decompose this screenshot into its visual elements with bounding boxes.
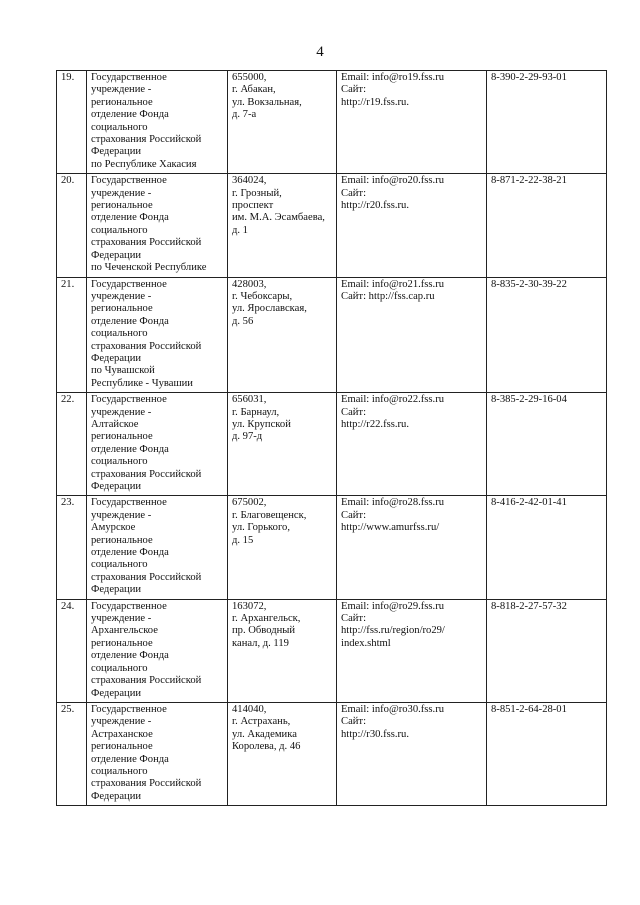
address-line: 428003,: [232, 278, 267, 290]
institution-name-cell: [87, 496, 228, 599]
institution-name-line: региональное: [91, 303, 153, 315]
contact-line: http://r22.fss.ru.: [341, 418, 409, 430]
institution-name-line: Федерации: [91, 481, 142, 492]
phone-cell: [487, 496, 607, 599]
institution-name-line: социального: [91, 559, 148, 571]
institution-name-line: страхования Российской: [91, 237, 202, 249]
institution-name-cell: [87, 702, 228, 805]
institution-name-line: страхования Российской: [91, 134, 202, 146]
institution-name-line: отделение Фонда: [91, 650, 169, 662]
contact-line: Email: info@ro21.fss.ru: [341, 278, 445, 290]
institution-name-line: отделение Фонда: [91, 109, 169, 121]
phone-cell: [487, 71, 607, 174]
row-number-cell: [57, 496, 87, 599]
contact-line: http://r19.fss.ru.: [341, 96, 409, 108]
address-line: ул. Ярославская,: [232, 303, 307, 315]
institution-name-line: региональное: [91, 431, 153, 443]
institution-name-line: Государственное: [91, 497, 167, 509]
table-row: [57, 599, 607, 702]
institution-name-line: по Республике Хакасия: [91, 158, 197, 170]
address-line: ул. Горького,: [232, 522, 290, 534]
contact-line: Email: info@ro30.fss.ru: [341, 703, 445, 715]
institution-name-line: Государственное: [91, 703, 167, 715]
phone-number: 8-871-2-22-38-21: [491, 175, 567, 187]
contacts-cell: [337, 277, 487, 393]
institution-name-line: Федерации: [91, 146, 142, 158]
fss-offices-table: [56, 70, 607, 806]
phone-number: 8-835-2-30-39-22: [491, 278, 567, 290]
institution-name-line: региональное: [91, 741, 153, 753]
contact-line: Сайт:: [341, 187, 367, 199]
institution-name-line: социального: [91, 224, 148, 236]
row-number: 19.: [61, 72, 75, 83]
address-line: проспект: [232, 200, 274, 212]
contacts-cell: [337, 702, 487, 805]
institution-name-line: отделение Фонда: [91, 212, 169, 224]
phone-cell: [487, 174, 607, 277]
contacts-cell: [337, 496, 487, 599]
page-number: 4: [316, 44, 324, 60]
contact-line: http://r20.fss.ru.: [341, 200, 409, 212]
phone-cell: [487, 393, 607, 496]
institution-name-line: региональное: [91, 200, 153, 212]
address-line: г. Астрахань,: [232, 716, 291, 728]
address-line: им. М.А. Эсамбаева,: [232, 212, 325, 224]
phone-number: 8-385-2-29-16-04: [491, 394, 567, 406]
institution-name-line: отделение Фонда: [91, 315, 169, 327]
address-cell: [228, 277, 337, 393]
table-row: [57, 71, 607, 174]
institution-name-cell: [87, 174, 228, 277]
institution-name-line: социального: [91, 328, 148, 340]
institution-name-line: социального: [91, 121, 148, 133]
address-line: г. Абакан,: [232, 84, 276, 96]
address-cell: [228, 393, 337, 496]
address-line: канал, д. 119: [232, 637, 289, 649]
institution-name-line: страхования Российской: [91, 778, 202, 790]
address-cell: [228, 71, 337, 174]
institution-name-line: Архангельское: [91, 625, 158, 637]
institution-name-line: социального: [91, 662, 148, 674]
institution-name-line: Астраханское: [91, 728, 153, 740]
contacts-cell: [337, 599, 487, 702]
contact-line: Сайт:: [341, 509, 367, 521]
institution-name-line: отделение Фонда: [91, 443, 169, 455]
table-row: [57, 393, 607, 496]
row-number-cell: [57, 599, 87, 702]
address-line: г. Чебоксары,: [232, 290, 293, 302]
table-row: [57, 174, 607, 277]
address-line: г. Благовещенск,: [232, 509, 307, 521]
institution-name-line: учреждение -: [91, 290, 152, 302]
contact-line: Email: info@ro28.fss.ru: [341, 497, 445, 509]
phone-cell: [487, 702, 607, 805]
address-cell: [228, 496, 337, 599]
institution-name-line: учреждение -: [91, 187, 152, 199]
contact-line: http://fss.ru/region/ro29/: [341, 625, 445, 637]
institution-name-cell: [87, 599, 228, 702]
institution-name-line: Федерации: [91, 584, 142, 596]
contact-line: Сайт:: [341, 716, 367, 728]
institution-name-line: учреждение -: [91, 84, 152, 96]
institution-name-line: Государственное: [91, 394, 167, 406]
address-line: г. Архангельск,: [232, 613, 301, 625]
institution-name-line: социального: [91, 456, 148, 468]
row-number: 25.: [61, 703, 75, 715]
institution-name-line: Государственное: [91, 278, 167, 290]
address-cell: [228, 702, 337, 805]
row-number: 22.: [61, 394, 75, 406]
institution-name-line: Амурское: [91, 522, 136, 534]
row-number-cell: [57, 702, 87, 805]
phone-number: 8-818-2-27-57-32: [491, 600, 567, 612]
table-row: [57, 702, 607, 805]
institution-name-line: учреждение -: [91, 406, 152, 418]
institution-name-line: учреждение -: [91, 509, 152, 521]
contact-line: index.shtml: [341, 637, 391, 649]
row-number: 21.: [61, 278, 75, 290]
institution-name-line: Государственное: [91, 72, 167, 83]
address-line: 655000,: [232, 72, 267, 83]
contact-line: Сайт:: [341, 84, 367, 96]
phone-number: 8-416-2-42-01-41: [491, 497, 567, 509]
address-line: ул. Вокзальная,: [232, 96, 302, 108]
institution-name-line: по Чувашской: [91, 365, 155, 377]
address-line: 656031,: [232, 394, 267, 406]
row-number-cell: [57, 71, 87, 174]
address-line: ул. Академика: [232, 728, 297, 740]
institution-name-line: Республике - Чувашии: [91, 377, 193, 389]
institution-name-line: Государственное: [91, 600, 167, 612]
institution-name-line: страхования Российской: [91, 468, 202, 480]
row-number-cell: [57, 174, 87, 277]
address-cell: [228, 599, 337, 702]
institution-name-line: региональное: [91, 637, 153, 649]
institution-name-cell: [87, 277, 228, 393]
phone-cell: [487, 599, 607, 702]
address-line: д. 15: [232, 534, 254, 546]
institution-name-cell: [87, 393, 228, 496]
contact-line: http://www.amurfss.ru/: [341, 522, 440, 534]
institution-name-line: Федерации: [91, 790, 142, 802]
row-number-cell: [57, 277, 87, 393]
institution-name-line: отделение Фонда: [91, 547, 169, 559]
institution-name-cell: [87, 71, 228, 174]
contacts-cell: [337, 174, 487, 277]
address-line: 414040,: [232, 703, 267, 715]
institution-name-line: отделение Фонда: [91, 753, 169, 765]
phone-number: 8-390-2-29-93-01: [491, 72, 567, 83]
address-line: Королева, д. 46: [232, 741, 301, 753]
row-number: 20.: [61, 175, 75, 187]
address-line: д. 56: [232, 315, 254, 327]
contact-line: Email: info@ro19.fss.ru: [341, 72, 445, 83]
address-line: ул. Крупской: [232, 418, 291, 430]
row-number: 23.: [61, 497, 75, 509]
institution-name-line: страхования Российской: [91, 340, 202, 352]
institution-name-line: учреждение -: [91, 716, 152, 728]
address-line: 163072,: [232, 600, 267, 612]
institution-name-line: социального: [91, 765, 148, 777]
institution-name-line: Алтайское: [91, 418, 139, 430]
institution-name-line: региональное: [91, 534, 153, 546]
institution-name-line: Федерации: [91, 249, 142, 261]
row-number: 24.: [61, 600, 75, 612]
contact-line: Сайт:: [341, 613, 367, 625]
address-cell: [228, 174, 337, 277]
institution-name-line: по Чеченской Республике: [91, 262, 207, 274]
institution-name-line: Федерации: [91, 352, 142, 364]
address-line: 675002,: [232, 497, 267, 509]
row-number-cell: [57, 393, 87, 496]
address-line: д. 7-а: [232, 109, 257, 121]
institution-name-line: страхования Российской: [91, 675, 202, 687]
address-line: 364024,: [232, 175, 267, 187]
table-row: [57, 496, 607, 599]
institution-name-line: учреждение -: [91, 613, 152, 625]
address-line: г. Грозный,: [232, 187, 282, 199]
address-line: д. 1: [232, 224, 248, 236]
contact-line: Email: info@ro22.fss.ru: [341, 394, 445, 406]
address-line: пр. Обводный: [232, 625, 296, 637]
contact-line: Сайт: http://fss.cap.ru: [341, 290, 435, 302]
phone-cell: [487, 277, 607, 393]
address-line: г. Барнаул,: [232, 406, 280, 418]
contacts-cell: [337, 393, 487, 496]
contact-line: http://r30.fss.ru.: [341, 728, 409, 740]
institution-name-line: Государственное: [91, 175, 167, 187]
institution-name-line: страхования Российской: [91, 571, 202, 583]
phone-number: 8-851-2-64-28-01: [491, 703, 567, 715]
contacts-cell: [337, 71, 487, 174]
contact-line: Сайт:: [341, 406, 367, 418]
table-row: [57, 277, 607, 393]
contact-line: Email: info@ro29.fss.ru: [341, 600, 445, 612]
address-line: д. 97-д: [232, 431, 263, 443]
contact-line: Email: info@ro20.fss.ru: [341, 175, 445, 187]
institution-name-line: Федерации: [91, 687, 142, 699]
institution-name-line: региональное: [91, 96, 153, 108]
